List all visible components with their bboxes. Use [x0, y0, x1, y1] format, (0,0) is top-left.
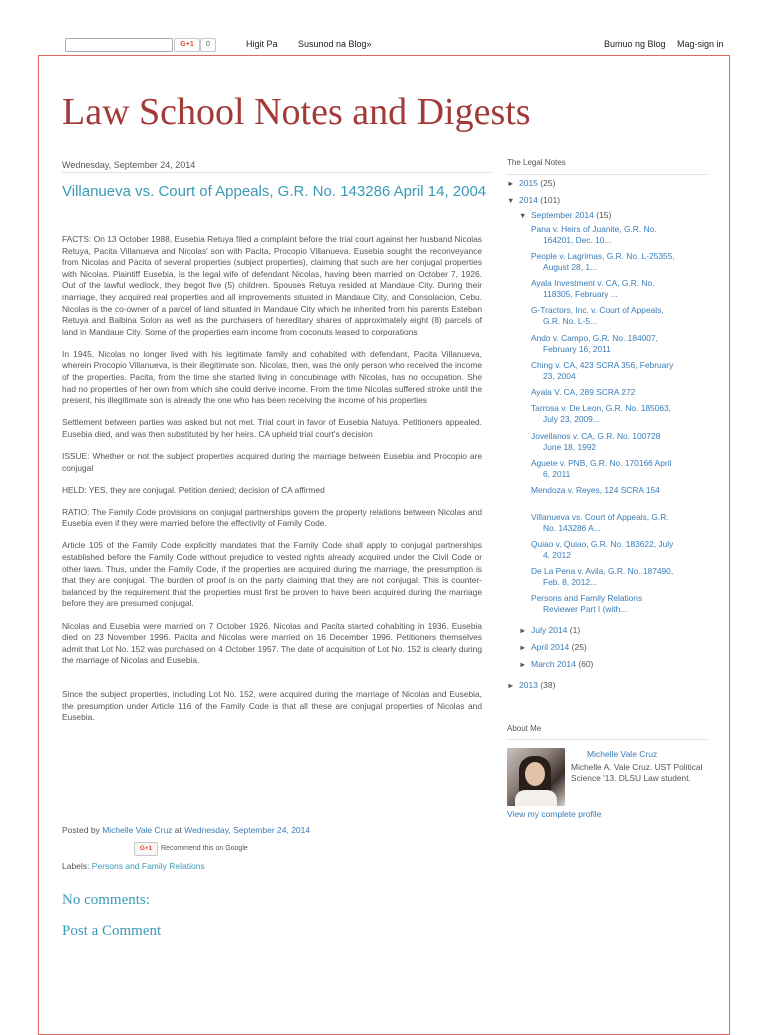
- archive-month-july-2014[interactable]: [519, 625, 580, 635]
- archive-month-april-2014[interactable]: [519, 642, 587, 652]
- archive-count: (15): [596, 210, 612, 220]
- archive-post-link[interactable]: Ando v. Campo, G.R. No. 184007, February 16, 2011: [531, 333, 658, 354]
- post-date: Wednesday, September 24, 2014: [62, 160, 196, 170]
- posted-by-prefix: Posted by: [62, 825, 100, 835]
- archive-post-link[interactable]: Pana v. Heirs of Juanite, G.R. No. 164201, Dec. 10...: [531, 224, 657, 245]
- about-me-title: About Me: [507, 724, 542, 733]
- blog-search-input[interactable]: [65, 38, 173, 52]
- post-paragraph-ratio: RATIO: The Family Code provisions on conjugal partnerships govern the property relations between Nicolas and Eusebia even if they were married before the effectivity of Family Code.: [62, 506, 482, 529]
- archive-post-link[interactable]: De La Pena v. Avila, G.R. No. 187490, Feb. 8, 2012...: [531, 566, 674, 587]
- archive-count: (38): [540, 680, 556, 690]
- gplus-button[interactable]: G+1: [174, 38, 200, 52]
- post-paragraph-facts: FACTS: On 13 October 1988, Eusebia Retuya filed a complaint before the trial court against her husband Nicolas Retuya, Pacita Villanueva and Nicolas' son with Pacita, Procopio Villanueva. Eusebia sought the reconveyance from Nicolas and Pacita of several properties (subject properties), claiming that such are her conjugal properties with Nicolas. Plaintiff Eusebia, is the legal wife of defendant Nicolas, having been married on October 7, 1926. Out of the lawful wedlock, they begot five (5) children. Spouses Retuya resided at Mandaue City. During their marriage, they acquired real properties and all improvements situated in Mandaue City, and Consolacion, Cebu. Nicolas is the co-owner of a parcel of land situated in Mandaue City which he inherited from his parents Esteban Retuya and Balbina Solon as well as the purchasers of hereditary shares of approximately eight (8) parcels of land in Mandaue City. Some of the properties earn income from coconuts leased to corporations: [62, 234, 482, 337]
- expand-arrow-icon[interactable]: ►: [519, 626, 527, 635]
- avatar-face-shape: [525, 762, 545, 786]
- archive-post-link[interactable]: Aguete v. PNB, G.R. No. 170166 April 6, 2011: [531, 458, 672, 479]
- archive-month-link[interactable]: March 2014: [531, 659, 576, 669]
- archive-post-link[interactable]: Ching v. CA, 423 SCRA 356, February 23, 2004: [531, 360, 674, 381]
- profile-description: Michelle A. Vale Cruz. UST Political Science '13. DLSU Law student.: [571, 762, 703, 783]
- archive-post-link[interactable]: Mendoza v. Reyes, 124 SCRA 154: [531, 485, 660, 495]
- archive-post-link[interactable]: Villanueva vs. Court of Appeals, G.R. No. 143286 A...: [531, 512, 669, 533]
- post-body: [62, 234, 482, 734]
- archive-month-link[interactable]: September 2014: [531, 210, 594, 220]
- post-timestamp-link[interactable]: Wednesday, September 24, 2014: [184, 825, 311, 835]
- gplus-count: 0: [200, 38, 216, 52]
- about-divider: [507, 739, 707, 740]
- expand-arrow-icon[interactable]: ►: [519, 643, 527, 652]
- labels-prefix: Labels:: [62, 861, 90, 871]
- archive-year-link[interactable]: 2014: [519, 195, 538, 205]
- archive-year-2014[interactable]: [507, 195, 560, 205]
- post-paragraph-conclusion: Since the subject properties, including Lot No. 152, were acquired during the marriage of Nicolas and Eusebia, the presumption under Article 116 of the Family Code is that all these are conjugal properties of Nicolas and Eusebia.: [62, 688, 482, 723]
- archive-title: The Legal Notes: [507, 158, 566, 167]
- posted-by-line: [62, 825, 310, 835]
- archive-count: (25): [571, 642, 587, 652]
- create-blog-link[interactable]: Bumuo ng Blog: [604, 39, 666, 49]
- post-paragraph-dates: Nicolas and Eusebia were married on 7 October 1926. Nicolas and Pacita started cohabiting in 1936. Eusebia died on 23 November 1996. Pacita and Nicolas were married on 16 December 1996. Petitioners themselves admit that Lot No. 152 was purchased on 4 October 1957. The date of acquisition of Lot No. 152 is clearly during the marriage of Nicolas and Eusebia.: [62, 620, 482, 666]
- expand-arrow-icon[interactable]: ►: [507, 179, 515, 188]
- recommend-gplus-button[interactable]: G+1: [134, 842, 158, 856]
- blog-title[interactable]: Law School Notes and Digests: [62, 91, 531, 133]
- archive-count: (25): [540, 178, 556, 188]
- archive-year-link[interactable]: 2013: [519, 680, 538, 690]
- expand-arrow-icon[interactable]: ►: [519, 660, 527, 669]
- more-link[interactable]: Higit Pa: [246, 39, 278, 49]
- post-paragraph-article-105: Article 105 of the Family Code explicitly mandates that the Family Code shall apply to conjugal partnerships established before the Family Code without prejudice to vested rights already acquired under the Civil Code or other laws. Thus, under the Family Code, if the properties are acquired during the marriage, the presumption is that they are conjugal. The burden of proof is on the party claiming that they are not conjugal. This is counter-balanced by the requirement that the properties must first be proven to have been acquired during the marriage before they are presumed conjugal.: [62, 540, 482, 609]
- profile-avatar[interactable]: [507, 748, 565, 806]
- post-comment-heading: Post a Comment: [62, 923, 162, 939]
- archive-post-link[interactable]: Persons and Family Relations Reviewer Part I (with...: [531, 593, 643, 614]
- profile-name-link[interactable]: Michelle Vale Cruz: [587, 749, 658, 759]
- date-divider: [62, 172, 491, 173]
- next-blog-link[interactable]: Susunod na Blog»: [298, 39, 372, 49]
- archive-post-link[interactable]: Ayala V. CA, 289 SCRA 272: [531, 387, 636, 397]
- post-labels: [62, 861, 205, 871]
- post-paragraph-issue: ISSUE: Whether or not the subject properties acquired during the marriage between Eusebia and Procopio are conjugal: [62, 451, 482, 473]
- view-profile-link[interactable]: View my complete profile: [507, 809, 602, 819]
- post-paragraph-settlement: Settlement between parties was asked but not met. Trial court in favor of Eusebia Natuya. Petitioners appealed. Eusebia died, and was then substituted by her heirs. CA upheld trial court's decision: [62, 417, 482, 439]
- author-link[interactable]: Michelle Vale Cruz: [102, 825, 173, 835]
- archive-post-link[interactable]: Ayala Investment v. CA, G.R. No. 118305, February ...: [531, 278, 655, 299]
- comments-heading: No comments:: [62, 892, 150, 908]
- archive-month-link[interactable]: April 2014: [531, 642, 570, 652]
- archive-count: (60): [578, 659, 594, 669]
- archive-post-link[interactable]: People v. Lagrimas, G.R. No. L-25355, August 28, 1...: [531, 251, 675, 272]
- archive-post-link[interactable]: G-Tractors, Inc. v. Court of Appeals, G.R. No. L-5...: [531, 305, 664, 326]
- archive-post-link[interactable]: Quiao v. Quiao, G.R. No. 183622, July 4, 2012: [531, 539, 674, 560]
- archive-year-2013[interactable]: [507, 680, 555, 690]
- expand-arrow-icon[interactable]: ►: [507, 681, 515, 690]
- archive-month-link[interactable]: July 2014: [531, 625, 568, 635]
- archive-divider: [507, 174, 707, 175]
- posted-at-word: at: [174, 825, 182, 835]
- post-paragraph-cohabitation: In 1945, Nicolas no longer lived with his legitimate family and cohabited with defendant, Pacita Villanueva, wherein Procopio Villanueva, is their illegitimate son. Nicolas, then, was the only person who received the income of the properties. Pacita, from the time she started living in concubinage with Nicolas, has no occupation. She had no properties of her own from which she could derive income. From the time Nicolas suffered stroke until the present, his illegitimate son is already the one who has been receiving the income of his properties: [62, 348, 482, 406]
- collapse-arrow-icon[interactable]: ▼: [519, 211, 527, 220]
- blogger-navbar: [0, 0, 768, 50]
- archive-year-2015[interactable]: [507, 178, 555, 188]
- collapse-arrow-icon[interactable]: ▼: [507, 196, 515, 205]
- post-title[interactable]: Villanueva vs. Court of Appeals, G.R. No. 143286 April 14, 2004: [62, 183, 487, 200]
- label-link[interactable]: Persons and Family Relations: [91, 861, 205, 871]
- archive-post-link[interactable]: Jovellanos v. CA, G.R. No. 100728 June 18, 1992: [531, 431, 661, 452]
- archive-count: (101): [540, 195, 561, 205]
- archive-month-september-2014[interactable]: [519, 210, 611, 220]
- archive-count: (1): [569, 625, 581, 635]
- post-paragraph-held: HELD: YES, they are conjugal. Petition denied; decision of CA affirmed: [62, 484, 325, 495]
- sign-in-link[interactable]: Mag-sign in: [677, 39, 724, 49]
- recommend-text: Recommend this on Google: [161, 845, 248, 852]
- archive-month-march-2014[interactable]: [519, 659, 593, 669]
- archive-year-link[interactable]: 2015: [519, 178, 538, 188]
- archive-post-link[interactable]: Tarrosa v. De Leon, G.R. No. 185063, July 23, 2009...: [531, 403, 671, 424]
- avatar-shirt-shape: [515, 790, 557, 806]
